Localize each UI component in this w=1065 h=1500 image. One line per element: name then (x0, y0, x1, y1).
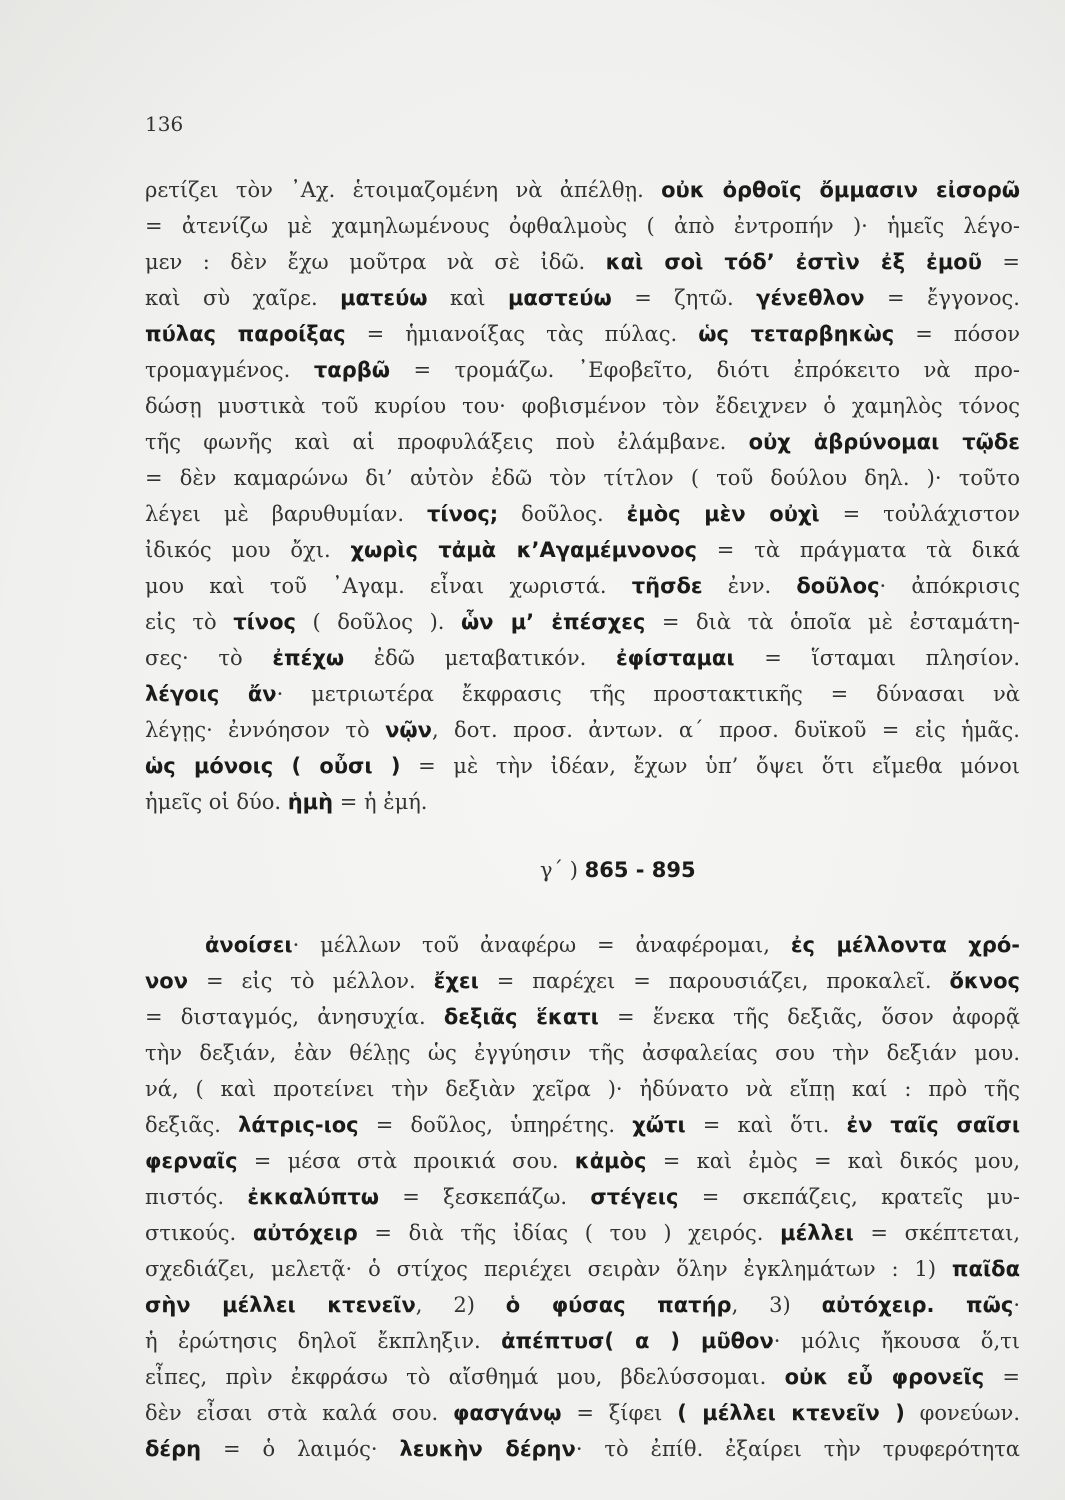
text-run: ἐνν. (702, 574, 797, 598)
text-run: = καὶ ἐμὸς = καὶ δικός μου, (646, 1149, 1020, 1173)
text-run: ρετίζει τὸν ᾿Αχ. ἑτοιμαζομένη νὰ ἀπέλθῃ. (145, 178, 662, 202)
bold-term: ὡς τεταρβηκὼς (698, 322, 895, 346)
bold-term: ἐφίσταμαι (615, 646, 735, 670)
text-run: δὲν εἶσαι στὰ καλά σου. (145, 1401, 453, 1425)
bold-term: σὴν μέλλει κτενεῖν (145, 1293, 416, 1317)
text-line (145, 424, 1020, 460)
bold-term: δοῦλος (796, 574, 880, 598)
text-run: , δοτ. προσ. ἀντων. α΄ προσ. δυϊκοῦ = εἰς ἡμᾶς. (431, 718, 1020, 742)
text-run: = εἰς τὸ μέλλον. (188, 969, 434, 993)
text-run: = (981, 250, 1020, 274)
bold-term: νῷν (385, 718, 432, 742)
text-run: δεξιᾶς. (145, 1113, 239, 1137)
text-run: = ἵσταμαι πλησίον. (734, 646, 1021, 670)
bold-term: ταρβῶ (313, 358, 391, 382)
bold-term: αὐτόχειρ. πῶς (821, 1293, 1014, 1317)
text-run: · μόλις ἤκουσα ὅ,τι (773, 1329, 1020, 1353)
bold-term: λάτρις-ιος (238, 1113, 359, 1137)
bold-term: φασγάνῳ (453, 1401, 562, 1425)
text-run: δώσῃ μυστικὰ τοῦ κυρίου του· φοβισμένον τὸν ἔδειχνεν ὁ χαμηλὸς τόνος (145, 394, 1020, 418)
text-run: = σκέπτεται, (853, 1221, 1021, 1245)
bold-term: μαστεύω (507, 286, 612, 310)
bold-term: τῆσδε (631, 574, 703, 598)
commentary-paragraph (145, 927, 1020, 1467)
text-line (145, 532, 1020, 568)
bold-term: ἐπέχω (272, 646, 345, 670)
text-run: τρομαγμένος. (145, 358, 314, 382)
text-run: σχεδιάζει, μελετᾷ· ὁ στίχος περιέχει σειρὰν ὅλην ἐγκλημάτων : 1) (145, 1257, 952, 1281)
bold-term: ὧν μ’ ἐπέσχες (460, 610, 646, 634)
text-run: = ἡμιανοίξας τὰς πύλας. (345, 322, 699, 346)
bold-term: ὄκνος (949, 969, 1020, 993)
bold-term: ματεύω (340, 286, 428, 310)
text-line (145, 1251, 1020, 1287)
text-run: πιστός. (145, 1185, 248, 1209)
bold-term: ἐμὸς μὲν οὐχὶ (626, 502, 820, 526)
bold-term: χὤτι (632, 1113, 686, 1137)
text-run: = δισταγμός, ἀνησυχία. (145, 1005, 444, 1029)
text-run: δοῦλος. (498, 502, 627, 526)
bold-term: παῖδα (951, 1257, 1020, 1281)
bold-term: ἀνοίσει (205, 933, 293, 957)
text-run: στικούς. (145, 1221, 253, 1245)
bold-term: φερναῖς (145, 1149, 238, 1173)
text-line (145, 496, 1020, 532)
text-run: μου καὶ τοῦ ᾿Αγαμ. εἶναι χωριστά. (145, 574, 632, 598)
bold-term: ἡμὴ (287, 790, 334, 814)
text-run: = ἡ ἐμή. (333, 790, 428, 814)
text-run: = (984, 1365, 1020, 1389)
text-line (145, 244, 1020, 280)
text-line (145, 460, 1020, 496)
text-line (145, 388, 1020, 424)
text-line (145, 1359, 1020, 1395)
bold-term: κἀμὸς (574, 1149, 647, 1173)
text-run: ἡμεῖς οἱ δύο. (145, 790, 288, 814)
bold-term: νον (145, 969, 189, 993)
bold-term: χωρὶς τἀμὰ κ’Αγαμέμνονος (350, 538, 697, 562)
text-run: = τὰ πράγματα τὰ δικά (696, 538, 1020, 562)
text-run: = ξεσκεπάζω. (379, 1185, 591, 1209)
text-run: = μέσα στὰ προικιά σου. (237, 1149, 575, 1173)
text-line (145, 208, 1020, 244)
text-run: τῆς φωνῆς καὶ αἱ προφυλάξεις ποὺ ἐλάμβανε. (145, 430, 749, 454)
bold-term: δεξιᾶς ἕκατι (443, 1005, 599, 1029)
bold-term: μέλλει (780, 1221, 854, 1245)
text-line (145, 784, 1020, 820)
section-heading (540, 852, 696, 888)
text-line (145, 1071, 1020, 1107)
text-line (145, 712, 1020, 748)
bold-term: ἐν ταῖς σαῖσι (846, 1113, 1021, 1137)
text-run: ἰδικός μου ὄχι. (145, 538, 351, 562)
text-line (145, 963, 1020, 999)
text-run: · μέλλων τοῦ ἀναφέρω = ἀναφέρομαι, (292, 933, 791, 957)
bold-term: ὁ φύσας πατήρ (505, 1293, 732, 1317)
text-run: νά, ( καὶ προτείνει τὴν δεξιὰν χεῖρα )· ἠδύνατο νὰ εἴπῃ καί : πρὸ τῆς (145, 1077, 1020, 1101)
text-line (145, 1215, 1020, 1251)
text-run: εἶπες, πρὶν ἐκφράσω τὸ αἴσθημά μου, βδελύσσομαι. (145, 1365, 785, 1389)
bold-term: λέγοις ἄν (145, 682, 277, 706)
text-line (145, 748, 1020, 784)
text-line (145, 927, 1020, 963)
text-run: καὶ (427, 286, 508, 310)
text-run: = δὲν καμαρώνω δι’ αὐτὸν ἐδῶ τὸν τίτλον ( τοῦ δούλου δηλ. )· τοῦτο (145, 466, 1020, 490)
text-run: = ξίφει (561, 1401, 678, 1425)
bold-term: πύλας παροίξας (145, 322, 346, 346)
text-run: τὴν δεξιάν, ἐὰν θέλῃς ὡς ἐγγύησιν τῆς ἀσφαλείας σου τὴν δεξιάν μου. (145, 1041, 1020, 1065)
text-run: = πόσον (894, 322, 1021, 346)
text-run: ἐδῶ μεταβατικόν. (344, 646, 616, 670)
text-run: = σκεπάζεις, κρατεῖς μυ- (678, 1185, 1020, 1209)
text-run: = τοὐλάχιστον (819, 502, 1020, 526)
text-line (145, 1431, 1020, 1467)
bold-term: ἔχει (433, 969, 479, 993)
text-run: = ζητῶ. (611, 286, 757, 310)
text-run: μεν : δὲν ἔχω μοῦτρα νὰ σὲ ἰδῶ. (145, 250, 606, 274)
text-run: εἰς τὸ (145, 610, 234, 634)
text-run: = διὰ τὰ ὁποῖα μὲ ἐσταμάτη- (645, 610, 1021, 634)
text-run: λέγει μὲ βαρυθυμίαν. (145, 502, 428, 526)
bold-term: στέγεις (590, 1185, 679, 1209)
text-line (145, 1395, 1020, 1431)
bold-term: ( μέλλει κτενεῖν ) (677, 1401, 905, 1425)
text-run: · μετριωτέρα ἔκφρασις τῆς προστακτικῆς = δύνασαι νὰ (276, 682, 1020, 706)
text-line (145, 316, 1020, 352)
text-line (145, 1143, 1020, 1179)
text-run: ( δοῦλος ). (295, 610, 461, 634)
text-run: = διὰ τῆς ἰδίας ( του ) χειρός. (357, 1221, 781, 1245)
text-run: · τὸ ἐπίθ. ἐξαίρει τὴν τρυφερότητα (575, 1437, 1020, 1461)
bold-term: λευκὴν δέρην (399, 1437, 576, 1461)
bold-term: καὶ σοὶ τόδ’ ἐστὶν ἐξ ἐμοῦ (605, 250, 982, 274)
commentary-paragraph (145, 172, 1020, 820)
text-run: φονεύων. (904, 1401, 1020, 1425)
text-run: καὶ σὺ χαῖρε. (145, 286, 341, 310)
text-line (145, 1179, 1020, 1215)
text-line (145, 604, 1020, 640)
bold-term: ἐκκαλύπτω (247, 1185, 380, 1209)
text-line (145, 1035, 1020, 1071)
text-run: σες· τὸ (145, 646, 273, 670)
text-line (145, 1323, 1020, 1359)
text-run: = παρέχει = παρουσιάζει, προκαλεῖ. (478, 969, 950, 993)
text-run: = τρομάζω. ᾿Εφοβεῖτο, διότι ἐπρόκειτο νὰ προ- (390, 358, 1020, 382)
bold-term: ἀπέπτυσ( α ) μῦθον (501, 1329, 774, 1353)
bold-term: οὐκ ὀρθοῖς ὄμμασιν εἰσορῶ (661, 178, 1020, 202)
bold-term: αὐτόχειρ (252, 1221, 358, 1245)
bold-term: ὡς μόνοις ( οὖσι ) (145, 754, 401, 778)
text-run: = καὶ ὅτι. (685, 1113, 847, 1137)
text-line (145, 676, 1020, 712)
bold-term: τίνος; (427, 502, 499, 526)
bold-term: 865 - 895 (584, 858, 696, 882)
text-line (145, 640, 1020, 676)
text-run: = ὁ λαιμός· (201, 1437, 400, 1461)
text-run: = ἔγγονος. (864, 286, 1020, 310)
bold-term: γένεθλον (756, 286, 865, 310)
bold-term: οὐχ ἁβρύνομαι τῷδε (748, 430, 1020, 454)
text-line (145, 352, 1020, 388)
text-line (145, 568, 1020, 604)
text-run: λέγῃς· ἐννόησον τὸ (145, 718, 386, 742)
bold-term: τίνος (233, 610, 296, 634)
text-line (145, 999, 1020, 1035)
text-run: = ἕνεκα τῆς δεξιᾶς, ὅσον ἀφορᾷ (598, 1005, 1020, 1029)
text-run: , 3) (731, 1293, 822, 1317)
text-run: , 2) (415, 1293, 506, 1317)
text-run: = μὲ τὴν ἰδέαν, ἔχων ὑπ’ ὄψει ὅτι εἴμεθα μόνοι (400, 754, 1020, 778)
text-run: · (1013, 1293, 1020, 1317)
text-line (145, 280, 1020, 316)
text-line (145, 172, 1020, 208)
text-line (145, 1287, 1020, 1323)
page-number: 136 (145, 112, 184, 136)
text-run: ἡ ἐρώτησις δηλοῖ ἔκπληξιν. (145, 1329, 502, 1353)
text-line (145, 1107, 1020, 1143)
bold-term: οὐκ εὖ φρονεῖς (784, 1365, 985, 1389)
text-run: γ΄ ) (540, 858, 585, 882)
text-run: · ἀπόκρισις (879, 574, 1021, 598)
text-run: = ἀτενίζω μὲ χαμηλωμένους ὀφθαλμοὺς ( ἀπὸ ἐντροπήν )· ἡμεῖς λέγο- (145, 214, 1020, 238)
text-run: = δοῦλος, ὑπηρέτης. (358, 1113, 633, 1137)
bold-term: δέρη (145, 1437, 202, 1461)
bold-term: ἐς μέλλοντα χρό- (790, 933, 1020, 957)
